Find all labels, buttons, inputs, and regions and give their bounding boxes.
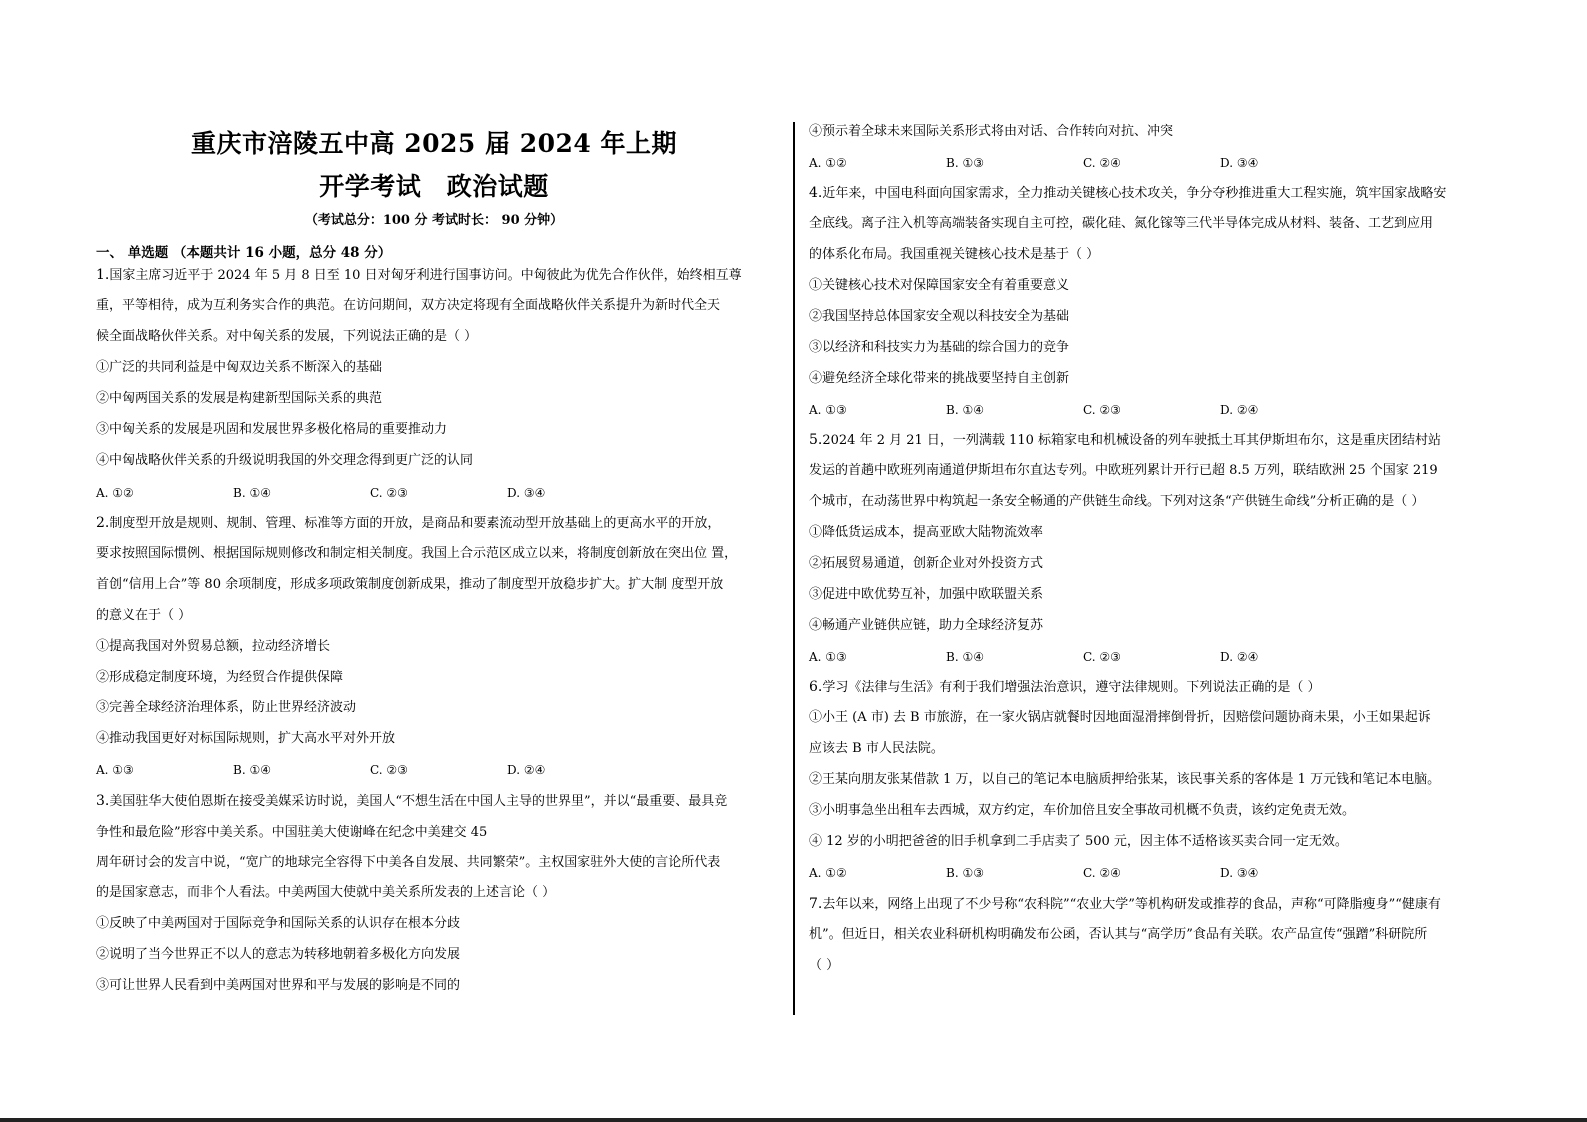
question-2-statement-3: ③完善全球经济治理体系，防止世界经济波动 [96, 700, 357, 715]
question-4-line1: 4.近年来，中国电科面向国家需求，全力推动关键核心技术攻关，争分夺秒推进重大工程实施，筑牢国家战略安 [809, 185, 1447, 201]
option-b[interactable]: B. ①④ [233, 486, 271, 500]
question-1-statement-1: ①广泛的共同利益是中匈双边关系不断深入的基础 [96, 360, 383, 375]
question-number: 1. [96, 267, 110, 283]
option-a[interactable]: A. ①③ [809, 403, 847, 417]
option-a[interactable]: A. ①③ [809, 650, 847, 664]
question-2-line3: 首创“信用上合”等 80 余项制度，形成多项政策制度创新成果，推动了制度型开放稳步扩大。扩大制 度型开放 [96, 577, 724, 592]
option-b[interactable]: B. ①④ [233, 763, 271, 777]
question-5-line3: 个城市，在动荡世界中构筑起一条安全畅通的产供链生命线。下列对这条“产供链生命线”分析正确的是（ ） [809, 494, 1425, 509]
option-b[interactable]: B. ①④ [946, 403, 984, 417]
option-a[interactable]: A. ①③ [96, 763, 134, 777]
question-3-statement-4: ④预示着全球未来国际关系形式将由对话、合作转向对抗、冲突 [809, 124, 1174, 139]
question-6-statement-3: ③小明事急坐出租车去西城，双方约定，车价加倍且安全事故司机概不负责，该约定免责无效。 [809, 803, 1356, 818]
question-6-statement-1b: 应该去 B 市人民法院。 [809, 741, 944, 756]
question-1-line3: 候全面战略伙伴关系。对中匈关系的发展，下列说法正确的是（ ） [96, 329, 478, 344]
question-3-line2: 争性和最危险”形容中美关系。中国驻美大使谢峰在纪念中美建交 45 [96, 825, 488, 840]
option-b[interactable]: B. ①③ [946, 866, 984, 880]
option-c[interactable]: C. ②③ [1083, 403, 1121, 417]
question-number: 7. [809, 896, 823, 912]
option-d[interactable]: D. ②④ [507, 763, 546, 777]
question-1-statement-4: ④中匈战略伙伴关系的升级说明我国的外交理念得到更广泛的认同 [96, 453, 474, 468]
question-4-statement-2: ②我国坚持总体国家安全观以科技安全为基础 [809, 309, 1070, 324]
question-6-statement-1a: ①小王 (A 市) 去 B 市旅游，在一家火锅店就餐时因地面湿滑摔倒骨折，因赔偿问题协商未果，小王如果起诉 [809, 710, 1431, 725]
question-3-line4: 的是国家意志，而非个人看法。中美两国大使就中美关系所发表的上述言论（ ） [96, 885, 556, 900]
question-number: 5. [809, 432, 823, 448]
option-a[interactable]: A. ①② [96, 486, 134, 500]
question-1-statement-2: ②中匈两国关系的发展是构建新型国际关系的典范 [96, 391, 383, 406]
exam-info: （考试总分：100 分 考试时长： 90 分钟） [304, 213, 564, 228]
question-4-statement-4: ④避免经济全球化带来的挑战要坚持自主创新 [809, 371, 1070, 386]
question-5-line1: 5.2024 年 2 月 21 日，一列满载 110 标箱家电和机械设备的列车驶抵土耳其伊斯坦布尔，这是重庆团结村站 [809, 432, 1441, 448]
question-7-line2: 机”。但近日，相关农业科研机构明确发布公函，否认其与“高学历”食品有关联。农产品宣传“强蹭”科研院所 [809, 927, 1428, 942]
question-6-line1: 6.学习《法律与生活》有利于我们增强法治意识，遵守法律规则。下列说法正确的是（ ） [809, 679, 1321, 695]
question-4-line2: 全底线。离子注入机等高端装备实现自主可控，碳化硅、氮化镓等三代半导体完成从材料、装备、工艺到应用 [809, 216, 1434, 231]
option-d[interactable]: D. ③④ [507, 486, 546, 500]
option-c[interactable]: C. ②④ [1083, 866, 1121, 880]
option-d[interactable]: D. ②④ [1220, 403, 1259, 417]
question-3-statement-3: ③可让世界人民看到中美两国对世界和平与发展的影响是不同的 [96, 978, 461, 993]
question-6-statement-2: ②王某向朋友张某借款 1 万，以自己的笔记本电脑质押给张某，该民事关系的客体是 1 万元钱和笔记本电脑。 [809, 772, 1441, 787]
question-1-line1: 1.国家主席习近平于 2024 年 5 月 8 日至 10 日对匈牙利进行国事访问。中匈彼此为优先合作伙伴，始终相互尊 [96, 267, 742, 283]
exam-title-line2: 开学考试 政治试题 [319, 172, 549, 201]
option-d[interactable]: D. ②④ [1220, 650, 1259, 664]
question-number: 3. [96, 793, 110, 809]
question-3-line3: 周年研讨会的发言中说，“宽广的地球完全容得下中美各自发展、共同繁荣”。主权国家驻外大使的言论所代表 [96, 855, 721, 870]
exam-title-line1: 重庆市涪陵五中高 2025 届 2024 年上期 [191, 129, 677, 158]
question-5-statement-1: ①降低货运成本，提高亚欧大陆物流效率 [809, 525, 1044, 540]
question-4-statement-1: ①关键核心技术对保障国家安全有着重要意义 [809, 278, 1070, 293]
question-3-statement-2: ②说明了当今世界正不以人的意志为转移地朝着多极化方向发展 [96, 947, 461, 962]
option-a[interactable]: A. ①② [809, 866, 847, 880]
option-b[interactable]: B. ①③ [946, 156, 984, 170]
option-c[interactable]: C. ②③ [370, 763, 408, 777]
question-3-statement-1: ①反映了中美两国对于国际竞争和国际关系的认识存在根本分歧 [96, 916, 461, 931]
question-2-line2: 要求按照国际惯例、根据国际规则修改和制定相关制度。我国上合示范区成立以来，将制度创新放在突出位 置， [96, 546, 738, 561]
question-number: 4. [809, 185, 823, 201]
option-c[interactable]: C. ②③ [1083, 650, 1121, 664]
option-a[interactable]: A. ①② [809, 156, 847, 170]
question-2-statement-1: ①提高我国对外贸易总额，拉动经济增长 [96, 639, 331, 654]
page-bottom-edge [0, 1118, 1587, 1122]
question-2-statement-4: ④推动我国更好对标国际规则，扩大高水平对外开放 [96, 731, 396, 746]
question-4-statement-3: ③以经济和科技实力为基础的综合国力的竞争 [809, 340, 1070, 355]
question-5-statement-2: ②拓展贸易通道，创新企业对外投资方式 [809, 556, 1044, 571]
question-3-line1: 3.美国驻华大使伯恩斯在接受美媒采访时说，美国人“不想生活在中国人主导的世界里”，并以“最重要、最具竞 [96, 793, 728, 809]
question-number: 6. [809, 679, 823, 695]
question-1-line2: 重，平等相待，成为互利务实合作的典范。在访问期间，双方决定将现有全面战略伙伴关系提升为新时代全天 [96, 298, 721, 313]
question-number: 2. [96, 515, 110, 531]
section-heading: 一、 单选题 （本题共计 16 小题，总分 48 分） [96, 245, 392, 261]
question-4-line3: 的体系化布局。我国重视关键核心技术是基于（ ） [809, 247, 1100, 262]
question-2-line1: 2.制度型开放是规则、规制、管理、标准等方面的开放，是商品和要素流动型开放基础上的更高水平的开放， [96, 515, 721, 531]
option-c[interactable]: C. ②④ [1083, 156, 1121, 170]
option-d[interactable]: D. ③④ [1220, 156, 1259, 170]
question-5-statement-4: ④畅通产业链供应链，助力全球经济复苏 [809, 618, 1044, 633]
question-6-statement-4: ④ 12 岁的小明把爸爸的旧手机拿到二手店卖了 500 元，因主体不适格该买卖合同一定无效。 [809, 834, 1348, 849]
question-1-statement-3: ③中匈关系的发展是巩固和发展世界多极化格局的重要推动力 [96, 422, 448, 437]
option-c[interactable]: C. ②③ [370, 486, 408, 500]
question-2-line4: 的意义在于（ ） [96, 608, 192, 623]
question-5-line2: 发运的首趟中欧班列南通道伊斯坦布尔直达专列。中欧班列累计开行已超 8.5 万列，联结欧洲 25 个国家 219 [809, 463, 1438, 478]
question-7-line3: （ ） [809, 958, 840, 973]
column-divider [793, 122, 795, 1015]
question-5-statement-3: ③促进中欧优势互补，加强中欧联盟关系 [809, 587, 1044, 602]
option-b[interactable]: B. ①④ [946, 650, 984, 664]
option-d[interactable]: D. ③④ [1220, 866, 1259, 880]
question-2-statement-2: ②形成稳定制度环境，为经贸合作提供保障 [96, 670, 344, 685]
question-7-line1: 7.去年以来，网络上出现了不少号称“农科院”“农业大学”等机构研发或推荐的食品，声称“可降脂瘦身”“健康有 [809, 896, 1441, 912]
